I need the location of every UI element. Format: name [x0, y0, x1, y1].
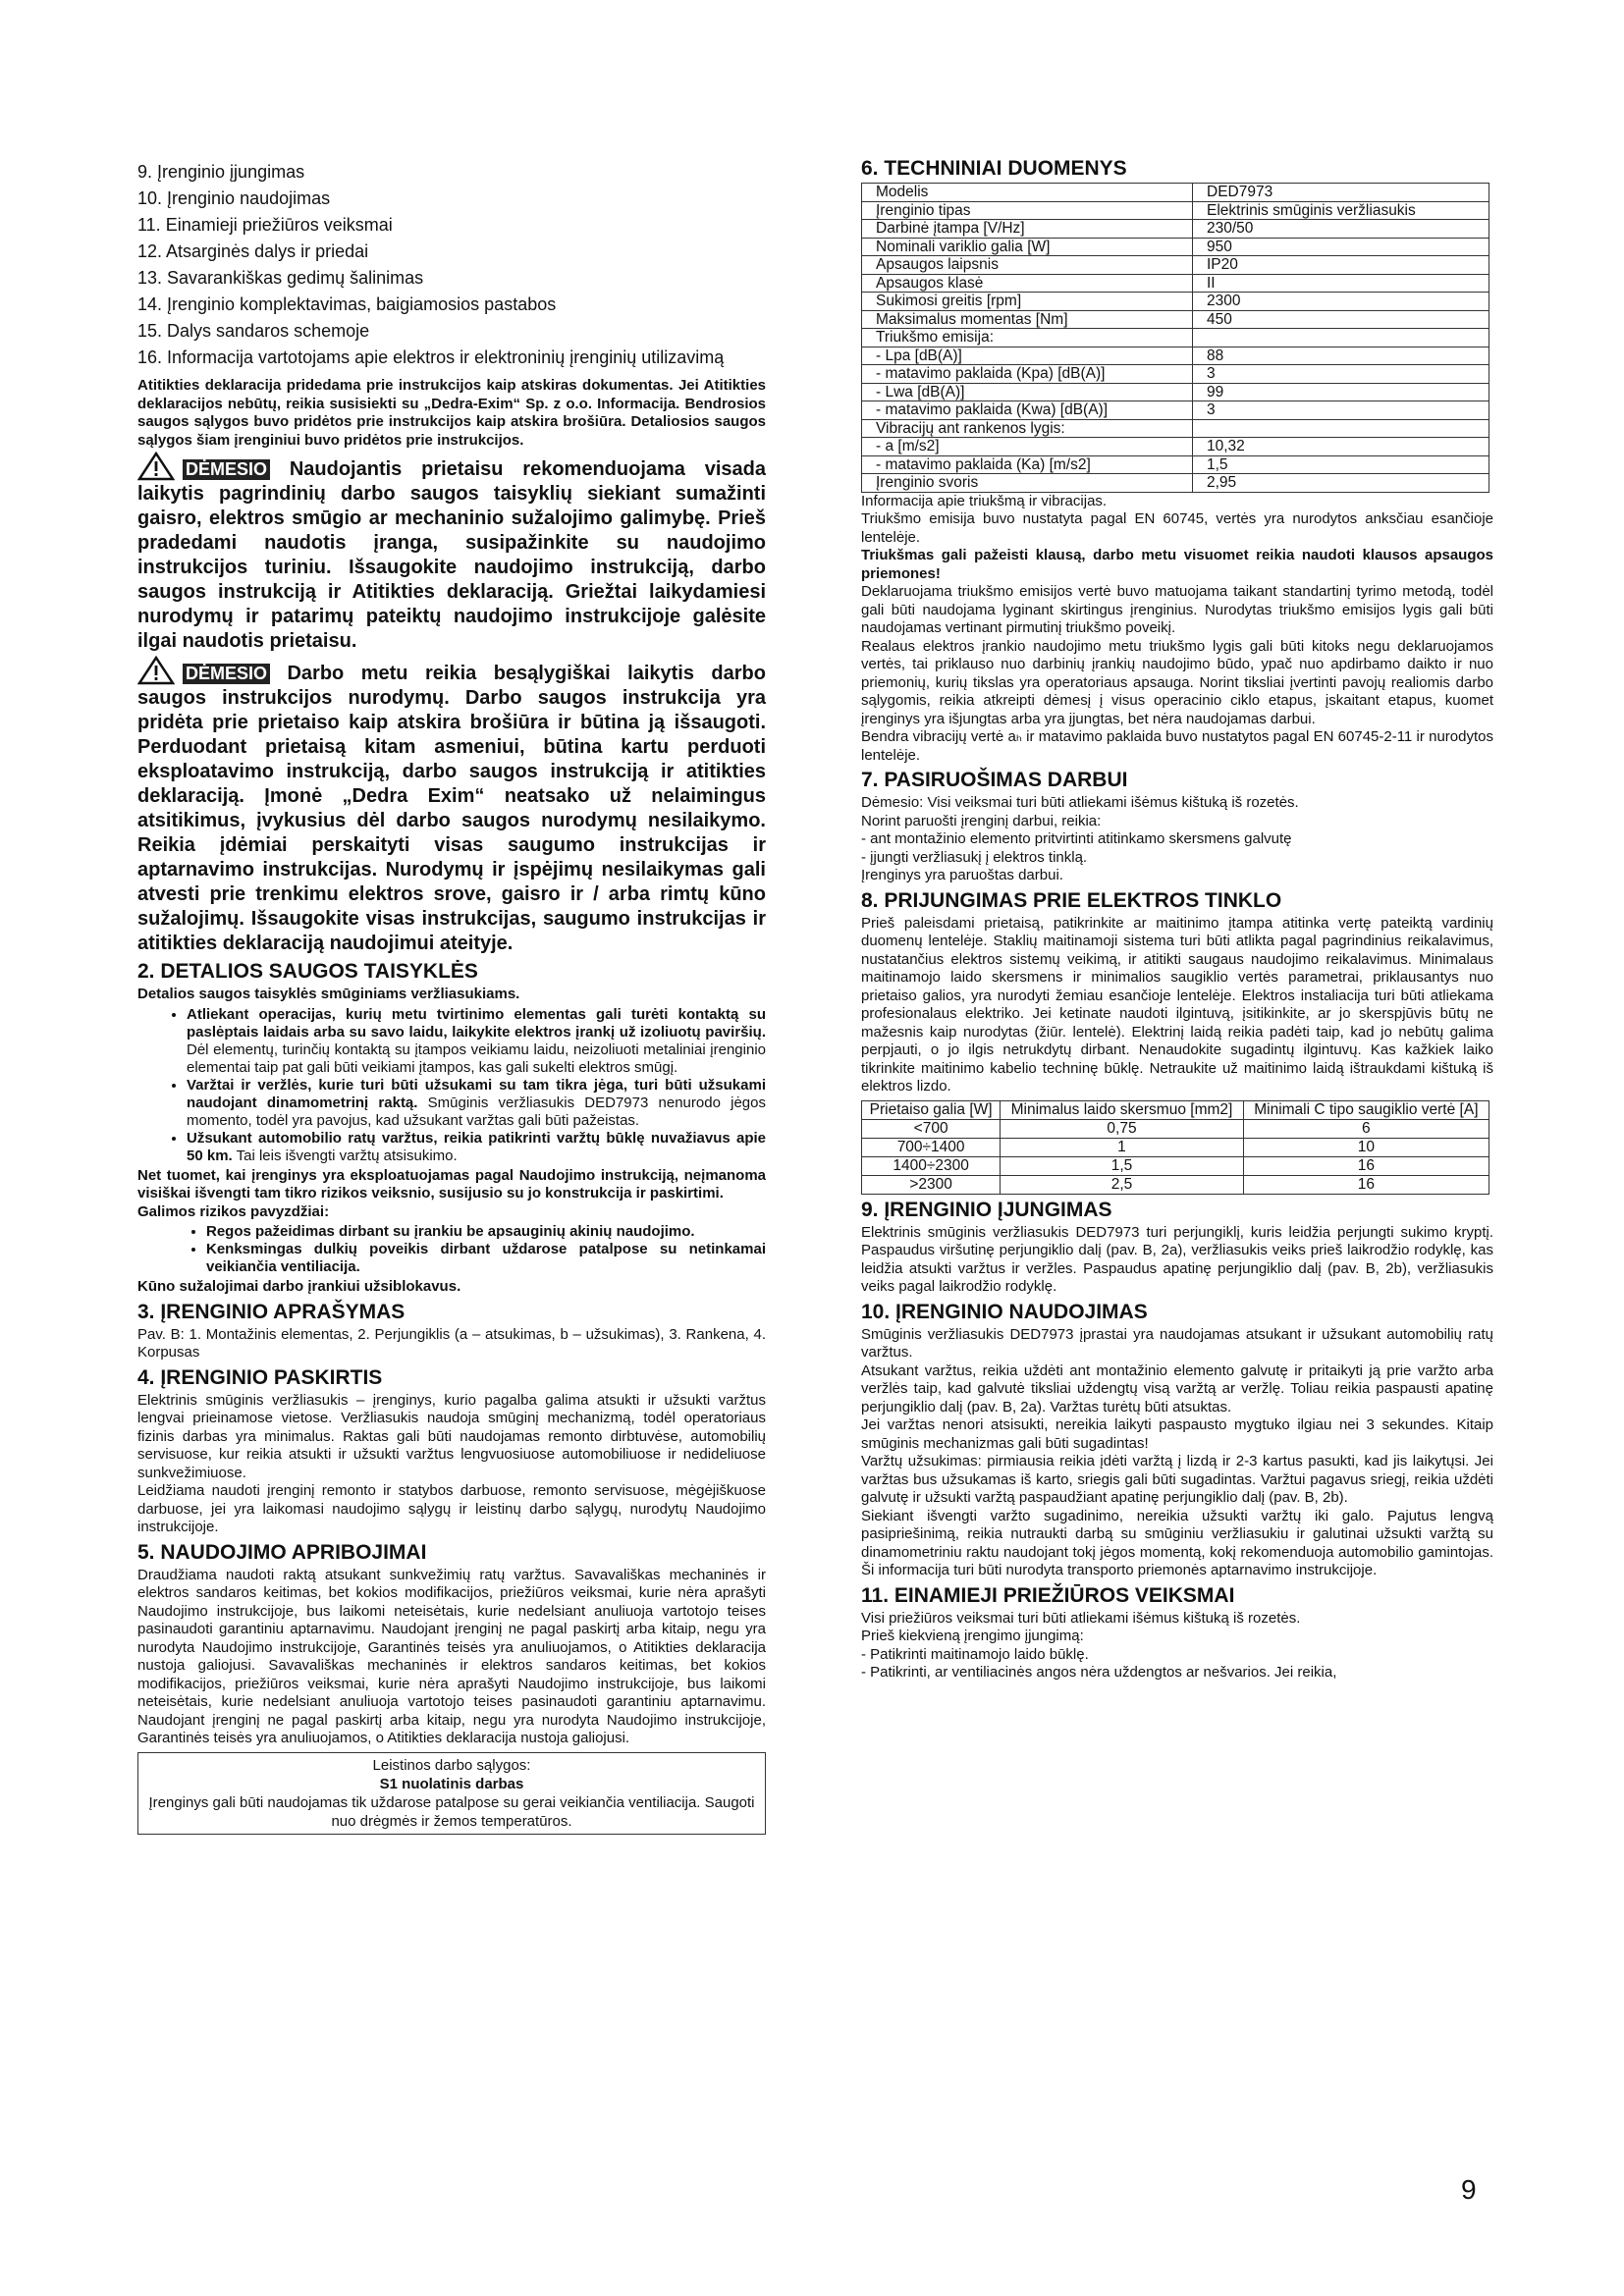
- risk-examples-list: [137, 1223, 766, 1276]
- toc-item: 14. Įrenginio komplektavimas, baigiamosios pastabos: [137, 294, 557, 314]
- list-item: • Atliekant operacijas, kurių metu tvirtinimo elementas gali turėti kontaktą su paslėptais laidais arba su savo laidu, laikykite elektros įrankį už izoliuotų paviršių. Dėl elementų, turinčių kontaktą su įtampos veikiamu laidu, neizoliuoti metaliniai įrenginio elementai taip pat gali būti veikiami įtampos, kas gali sukelti elektros smūgį.: [187, 1006, 766, 1077]
- table-row: Maksimalus momentas [Nm] 450: [862, 310, 1489, 329]
- list-item: • Varžtai ir veržlės, kurie turi būti užsukami su tam tikra jėga, turi būti užsukami naudojant dinamometrinį raktą. Smūginis veržliasukis DED7973 nenurodo jėgos momento, todėl yra pavojus, kad užsukant varžtas gali būti pažeistas.: [187, 1077, 766, 1130]
- table-row: - matavimo paklaida (Kwa) [dB(A)] 3: [862, 401, 1489, 420]
- section-9-title: 9. ĮRENGINIO ĮJUNGIMAS: [861, 1198, 1112, 1221]
- toc-item: 13. Savarankiškas gedimų šalinimas: [137, 268, 424, 288]
- section-8-title: 8. PRIJUNGIMAS PRIE ELEKTROS TINKLO: [861, 888, 1282, 912]
- section-4-title: 4. ĮRENGINIO PASKIRTIS: [137, 1365, 383, 1389]
- table-row: Modelis DED7973: [862, 184, 1489, 202]
- table-row: - matavimo paklaida (Kpa) [dB(A)] 3: [862, 365, 1489, 384]
- toc-item: 11. Einamieji priežiūros veiksmai: [137, 215, 393, 235]
- risk-examples-title: Galimos rizikos pavyzdžiai:: [137, 1202, 330, 1220]
- box-mode: S1 nuolatinis darbas: [379, 1775, 524, 1792]
- text-line: - Patikrinti, ar ventiliacinės angos nėra uždengtos ar nešvarios. Jei reikia,: [861, 1664, 1337, 1681]
- noise-info-title: Informacija apie triukšmą ir vibracijas.: [861, 492, 1108, 509]
- section-2-intro: Detalios saugos taisyklės smūginiams veržliasukiams.: [137, 986, 520, 1002]
- section-7-title: 7. PASIRUOŠIMAS DARBUI: [861, 769, 1128, 791]
- block-injury-text: Kūno sužalojimai darbo įrankiui užsiblokavus.: [137, 1278, 461, 1295]
- table-row: Įrenginio svoris 2,95: [862, 474, 1489, 493]
- noise-p3: Realaus elektros įrankio naudojimo metu triukšmo lygis gali būti kitoks negu deklaruojamos vertės, tai priklauso nuo darbinių įrankių naudojimo būdo, ypač nuo apdirbamo daikto ir nuo priemonių, kurių tikslas yra operatoriaus apsauga. Norint tiksliai įvertinti pavojų realiomis darbo sąlygomis, reikia atkreipti dėmesį į visus operacinio ciklo etapus, įskaitant etapus, kuomet įrenginys yra išjungtas arba yra įjungtas, bet nėra naudojamas darbui.: [861, 637, 1493, 727]
- warning-triangle-icon: [137, 452, 175, 481]
- right-column: [861, 159, 1493, 1682]
- section-3-title: 3. ĮRENGINIO APRAŠYMAS: [137, 1300, 406, 1323]
- toc-item: 15. Dalys sandaros schemoje: [137, 321, 370, 341]
- noise-p2: Deklaruojama triukšmo emisijos vertė buvo matuojama taikant standartinį tyrimo metodą, todėl gali būti naudojama lyginant skirtingus įrenginius. Nurodytas triukšmo emisijos lygis gali būti naudojamas vertinant pirmutinį triukšmo poveikį.: [861, 583, 1493, 636]
- technical-data-table: [861, 183, 1489, 493]
- list-item: • Užsukant automobilio ratų varžtus, reikia patikrinti varžtų būklę nuvažiavus apie 50 km. Tai leis išvengti varžtų atsisukimo.: [187, 1130, 766, 1165]
- warning-text-1: Naudojantis prietaisu rekomenduojama visada laikytis pagrindinių darbo saugos taisyklių siekiant sumažinti gaisro, elektros smūgio ar mechaninio sužalojimo galimybę. Prieš pradedami naudotis įranga, susipažinkite su naudojimo instrukcijos turiniu. Išsaugokite naudojimo instrukciją, darbo saugos instrukciją ir Atitikties deklaraciją. Griežtai laikydamiesi nurodymų ir patarimų pateiktų naudojimo instrukcijoje galėsite ilgai naudotis prietaisu.: [137, 458, 766, 652]
- toc-item: 12. Atsarginės dalys ir priedai: [137, 241, 369, 261]
- section-10-p2: Atsukant varžtus, reikia uždėti ant montažinio elemento galvutę ir pritaikyti ją prie varžto arba veržlės taip, kad galvutė tiksliai uždengtų visą varžtą ar veržlę. Toliau reikia paspausti apatinę perjungiklio dalį (pav. B, 2a). Varžtas turėtų būti atsuktas.: [861, 1362, 1493, 1415]
- cable-fuse-table: [861, 1100, 1489, 1195]
- table-header-row: Prietaiso galia [W] Minimalus laido skersmuo [mm2] Minimali C tipo saugiklio vertė [A]: [862, 1100, 1489, 1119]
- table-row: <700 0,75 6: [862, 1119, 1489, 1138]
- attestation-note: Atitikties deklaracija pridedama prie instrukcijos kaip atskiras dokumentas. Jei Atitikties deklaracijos nebūtų, reikia susisiekti su „Dedra-Exim“ Sp. z o.o. Informacija. Bendrosios saugos sąlygos buvo pridėtos prie instrukcijos kaip atskira brošiūra. Detaliosios saugos sąlygos šiam įrenginiui buvo pridėtos prie instrukcijos.: [137, 377, 766, 449]
- list-item: • Regos pažeidimas dirbant su įrankiu be apsauginių akinių naudojimo.: [206, 1223, 766, 1241]
- section-6-title: 6. TECHNINIAI DUOMENYS: [861, 157, 1127, 180]
- table-row: Apsaugos klasė II: [862, 274, 1489, 293]
- text-line: - Patikrinti maitinamojo laido būklę.: [861, 1645, 1089, 1663]
- table-row: Apsaugos laipsnis IP20: [862, 256, 1489, 275]
- section-10-title: 10. ĮRENGINIO NAUDOJIMAS: [861, 1300, 1148, 1323]
- section-8-p1: Prieš paleisdami prietaisą, patikrinkite ar maitinimo įtampa atitinka vertę pateiktą vardinių duomenų lentelėje. Staklių maitinamoji sistema turi būti atlikta pagal pagrindinius reikalavimus, nustatančius elektros sistemų veikimą, ir atitikti saugaus naudojimo reikalavimus. Minimalaus maitinamojo laido skersmens ir minimalios saugiklio vertės parametrai, priklausantys nuo prietaiso galios, yra nurodyti žemiau esančioje lentelėje. Elektros instaliacija turi būti atliekama profesionalaus elektriko. Jei ketinate naudoti ilgintuvą, įsitikinkite, ar jo skerspjūvis būtų ne mažesnis kaip nurodytas (žiūr. lentelė). Elektrinį laidą reikia padėti taip, kad jo nebūtų galima perpjauti, o jo ilgis netrukdytų dirbant. Nenaudokite sugadintų ilgintuvų. Kas kažkiek laiko tikrinkite maitinimo kabelio techninę būklę. Netraukite už maitinimo laidą ištraukdami kištuką iš elektros lizdo.: [861, 914, 1493, 1095]
- hearing-warning: Triukšmas gali pažeisti klausą, darbo metu visuomet reikia naudoti klausos apsaugos priemones!: [861, 547, 1493, 582]
- section-4-p1: Elektrinis smūginis veržliasukis – įrenginys, kurio pagalba galima atsukti ir užsukti varžtus lengvai prieinamose vietose. Veržliasukis naudoja smūginį mechanizmą, todėl operatoriaus fizinis darbas yra minimalus. Raktas gali būti naudojamas remonto dirbtuvėse, automobilių servisuose, kur reikia atsukti ir užsukti varžtus lengvuosiuose automobiliuose ir nedideliuose sunkvežimiuose.: [137, 1391, 766, 1481]
- noise-p4: Bendra vibracijų vertė aₕ ir matavimo paklaida buvo nustatytos pagal EN 60745-2-11 ir nurodytos lentelėje.: [861, 728, 1493, 764]
- text-line: Prieš kiekvieną įrengimo įjungimą:: [861, 1628, 1084, 1644]
- text-line: - ant montažinio elemento pritvirtinti atitinkamo skersmens galvutę: [861, 830, 1292, 847]
- box-title: Leistinos darbo sąlygos:: [372, 1756, 531, 1774]
- table-row: >2300 2,5 16: [862, 1175, 1489, 1194]
- toc-item: 10. Įrenginio naudojimas: [137, 188, 331, 208]
- warning-label: DĖMESIO: [183, 459, 270, 480]
- safety-rules-list: [137, 1006, 766, 1165]
- table-row: Triukšmo emisija:: [862, 329, 1489, 347]
- toc-item: 9. Įrenginio įjungimas: [137, 162, 305, 182]
- warning-label: DĖMESIO: [183, 664, 270, 684]
- warning-text-2: Darbo metu reikia besąlygiškai laikytis darbo saugos instrukcijos nurodymų. Darbo saugos instrukcija yra pridėta prie prietaiso kaip atskira brošiūra ir būtina ją išsaugoti. Perduodant prietaisą kitam asmeniui, būtina kartu perduoti eksploatavimo instrukciją, darbo saugos instrukciją ir atitikties deklaraciją. Įmonė „Dedra Exim“ neatsako už nelaimingus atsitikimus, įvykusius dėl darbo saugos nurodymų nesilaikymo. Reikia įdėmiai perskaityti visas saugumo instrukcijas ir aptarnavimo instrukcijas. Nurodymų ir įspėjimų nesilaikymas gali atvesti prie trenkimu elektros srove, gaisro ir / arba rimtų kūno sužalojimų. Išsaugokite visas instrukcijas, saugumo instrukcijas ir atitikties deklaraciją naudojimui ateityje.: [137, 663, 766, 954]
- table-of-contents: [137, 159, 766, 371]
- page-number: 9: [1461, 2174, 1477, 2205]
- list-item: • Kenksmingas dulkių poveikis dirbant uždarose patalpose su netinkamai veikiančia ventiliacija.: [206, 1241, 766, 1276]
- table-row: Vibracijų ant rankenos lygis:: [862, 419, 1489, 438]
- section-10-p1: Smūginis veržliasukis DED7973 įprastai yra naudojamas atsukant ir užsukant automobilių ratų varžtus.: [861, 1325, 1493, 1361]
- text-line: Dėmesio: Visi veiksmai turi būti atliekami išėmus kištuką iš rozetės.: [861, 794, 1299, 811]
- section-5-title: 5. NAUDOJIMO APRIBOJIMAI: [137, 1540, 427, 1564]
- text-line: Visi priežiūros veiksmai turi būti atliekami išėmus kištuką iš rozetės.: [861, 1609, 1301, 1627]
- box-text: Įrenginys gali būti naudojamas tik uždarose patalpose su gerai veikiančia ventiliacija. Saugoti nuo drėgmės ir žemos temperatūros.: [148, 1793, 755, 1830]
- section-10-p3: Jei varžtas nenori atsisukti, nereikia laikyti paspausto mygtuko ilgiau nei 3 sekundes. Kitaip smūginis mechanizmas gali būti sugadintas!: [861, 1416, 1493, 1452]
- table-row: 700÷1400 1 10: [862, 1138, 1489, 1156]
- text-line: Įrenginys yra paruoštas darbui.: [861, 867, 1063, 883]
- text-line: - įjungti veržliasukį į elektros tinklą.: [861, 848, 1088, 866]
- table-row: 1400÷2300 1,5 16: [862, 1156, 1489, 1175]
- section-10-p5: Siekiant išvengti varžto sugadinimo, nereikia užsukti varžtų iki galo. Pajutus lengvą pasipriešinimą, reikia nutraukti darbą su smūginiu veržliasukiu ir galutinai užsukti varžtą su dinamometriniu raktu naudojant tokį jėgos momentą, kokį rekomenduoja automobilio gamintojas. Ši informacija turi būti nurodyta transporto priemonės aptarnavimo instrukcijoje.: [861, 1507, 1493, 1578]
- section-2-title: 2. DETALIOS SAUGOS TAISYKLĖS: [137, 960, 478, 983]
- table-row: - Lwa [dB(A)] 99: [862, 383, 1489, 401]
- table-row: - Lpa [dB(A)] 88: [862, 347, 1489, 365]
- section-5-p1: Draudžiama naudoti raktą atsukant sunkvežimių ratų varžtus. Savavališkas mechaninės ir elektros sandaros keitimas, bet kokios modifikacijos, priežiūros veiksmai, kurie nėra aprašyti Naudojimo instrukcijoje, bus laikomi neteisėtais, kurie nedelsiant anuliuoja vartotojo teises pasinaudoti garantiniu aptarnavimu. Naudojant įrenginį ne pagal paskirtį arba kitaip, negu yra nurodyta Naudojimo instrukcijoje, Garantinės teisės yra anuliuojamos, o Atitikties deklaracija nustoja galiojusi. Savavališkas mechaninės ir elektros sandaros keitimas, bet kokios modifikacijos, priežiūros veiksmai, kurie nėra aprašyti Naudojimo instrukcijoje, bus laikomi neteisėtais, kurie nedelsiant anuliuoja vartotojo teises pasinaudoti garantiniu aptarnavimu. Naudojant įrenginį ne pagal paskirtį arba kitaip, negu yra nurodyta Naudojimo instrukcijoje, Garantinės teisės yra anuliuojamos, o Atitikties deklaracija nustoja galiojusi.: [137, 1566, 766, 1746]
- warning-triangle-icon: [137, 656, 175, 685]
- table-row: Nominali variklio galia [W] 950: [862, 238, 1489, 256]
- section-4-p2: Leidžiama naudoti įrenginį remonto ir statybos darbuose, remonto servisuose, mėgėjiškuose darbuose, jei yra laikomasi naudojimo sąlygų ir leistinų darbo sąlygų, nurodytų Naudojimo instrukcijoje.: [137, 1482, 766, 1535]
- table-row: Įrenginio tipas Elektrinis smūginis veržliasukis: [862, 201, 1489, 220]
- section-9-p1: Elektrinis smūginis veržliasukis DED7973 turi perjungiklį, kuris leidžia perjungti sukimo kryptį. Paspaudus viršutinę perjungiklio dalį (pav. B, 2a), veržliasukis veiks prieš laikrodžio rodyklę, kas leidžia atsukti varžtus ir veržles. Paspaudus apatinę perjungiklio dalį (pav. B, 2b), veržliasukis veiks pagal laikrodžio rodyklę.: [861, 1223, 1493, 1295]
- table-row: Darbinė įtampa [V/Hz] 230/50: [862, 220, 1489, 239]
- warning-block-1: [137, 452, 766, 654]
- left-column: [137, 159, 766, 1835]
- noise-p1: Triukšmo emisija buvo nustatyta pagal EN 60745, vertės yra nurodytos anksčiau esančioje lentelėje.: [861, 510, 1493, 546]
- table-row: Sukimosi greitis [rpm] 2300: [862, 293, 1489, 311]
- table-row: - matavimo paklaida (Ka) [m/s2] 1,5: [862, 455, 1489, 474]
- section-11-title: 11. EINAMIEJI PRIEŽIŪROS VEIKSMAI: [861, 1583, 1235, 1607]
- section-10-p4: Varžtų užsukimas: pirmiausia reikia įdėti varžtą į lizdą ir 2-3 kartus pasukti, kad jis laikytųsi. Jei varžtas bus užsukamas iš karto, sriegis gali būti sugadintas. Varžtui pagavus sriegį, reikia uždėti galvutę ir užsukti varžtą paspaudžiant apatinę perjungiklio dalį (pav. B, 2b).: [861, 1453, 1493, 1506]
- residual-risk-text: Net tuomet, kai įrenginys yra eksploatuojamas pagal Naudojimo instrukciją, neįmanoma visiškai išvengti tam tikro rizikos veiksnio, susijusio su jo konstrukcija ir paskirtimi.: [137, 1166, 766, 1201]
- warning-block-2: [137, 656, 766, 956]
- toc-item: 16. Informacija vartotojams apie elektros ir elektroninių įrenginių utilizavimą: [137, 347, 725, 367]
- work-conditions-box: [137, 1752, 766, 1835]
- section-3-text: Pav. B: 1. Montažinis elementas, 2. Perjungiklis (a – atsukimas, b – užsukimas), 3. Rankena, 4. Korpusas: [137, 1325, 766, 1361]
- text-line: Norint paruošti įrenginį darbui, reikia:: [861, 812, 1102, 829]
- table-row: - a [m/s2] 10,32: [862, 438, 1489, 456]
